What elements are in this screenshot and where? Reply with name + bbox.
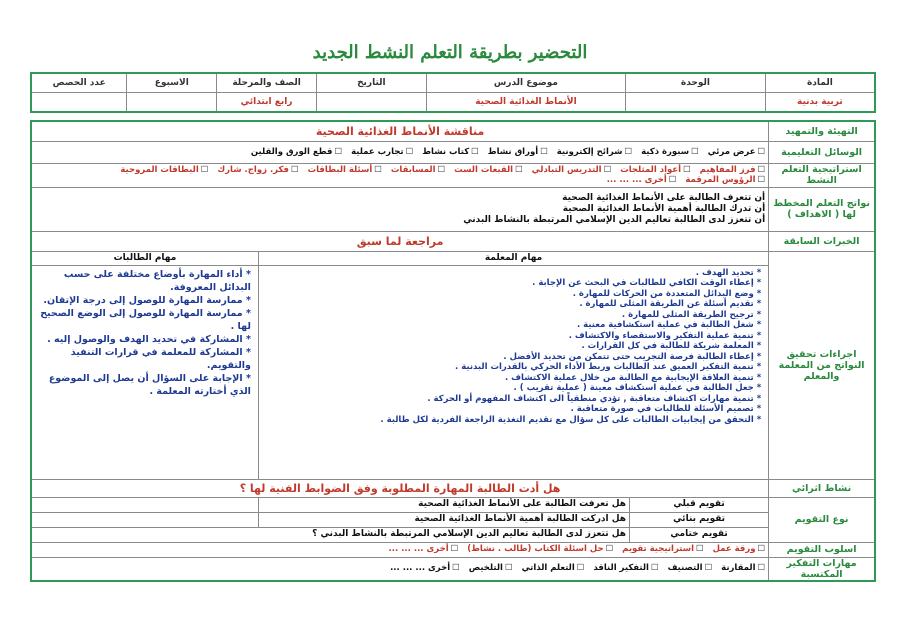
outcome-item: أن تتعرف الطالبة على الأنماط الغذائية الصحية [562,192,766,203]
strategy-item: ☐ المسابقات [391,165,445,175]
header-value-unit [626,93,766,113]
evaluation-label: نوع التقويم [769,497,875,542]
thinking-item: ☐ التفكير الناقد [593,563,658,573]
header-label-topic: موضوع الدرس [426,73,625,93]
eval-style-item: ☐ استراتيجية تقويم [622,544,703,554]
row-thinking [31,557,875,581]
teacher-task: * تنمية التفكير العميق عند الطالبات وربط الأداء الحركي بالقدرات البدنية . [455,362,762,372]
row-warmup [31,121,875,141]
strategy-item: ☐ أعواد المثلجات [620,165,691,175]
row-tools [31,141,875,163]
warmup-text: مناقشة الأنماط الغذائية الصحية [31,121,769,141]
tools-item: ☐ عرض مرئي [708,147,765,157]
eval-style-list [31,542,769,557]
teacher-task: * إعطاء الوقت الكافي للطالبات في البحث عن الإجابة . [532,278,762,288]
header-label-week: الاسبوع [127,73,217,93]
strategy-item: ☐ القبعات الست [454,165,523,175]
header-value-subject: تربية بدنية [765,93,875,113]
evaluation-type: تقويم قبلي [630,497,769,512]
row-activity [31,479,875,497]
teacher-task: * تنمية مهارات اكتشاف متعاقبة , تؤدي منطقياً الى اكتشاف المفهوم أو الحركة . [427,393,762,404]
student-task: * ممارسة المهارة للوصول إلى درجة الإتقان. [43,294,251,306]
student-task: * المشاركة للمعلمة في قرارات التنفيذ والتقويم. [70,346,251,371]
tools-list [31,141,769,163]
row-evaluation-3 [31,527,875,542]
procedures-label: اجراءات تحقيق النواتج من المعلمة والمعلم [769,251,875,479]
thinking-item: ☐ التصنيف [668,563,713,573]
prior-label: الخبرات السابقة [769,231,875,251]
thinking-item: ☐ التعلم الذاتي [522,563,585,573]
activity-label: نشاط اثرائي [769,479,875,497]
evaluation-blank [31,512,258,527]
teacher-task: * جعل الطالبة في عملية استكشاف معينة ( عملية تقريب ) . [513,383,762,393]
tools-item: ☐ شرائح إلكترونية [557,147,632,157]
header-value-periods [31,93,127,113]
student-tasks-head: مهام الطالبات [31,251,258,265]
teacher-task: * تصميم الأسئلة للطالبات في صورة متعاقبة . [570,404,762,414]
strategy-list [31,163,769,187]
evaluation-type: تقويم ختامي [630,527,769,542]
evaluation-type: تقويم بنائي [630,512,769,527]
outcome-item: أن تتعزز لدى الطالبة تعاليم الدين الإسلامي المرتبطة بالنشاط البدني [463,214,766,225]
header-label-grade: الصف والمرحلة [217,73,317,93]
strategy-item: ☐ البطاقات المروحية [120,165,208,175]
strategy-item: ☐ التدريس التبادلي [532,165,612,175]
strategy-label: استراتيجية التعلم النشط [769,163,875,187]
teacher-task: * تنمية العلاقة الإيجابية مع الطالبة من خلال عملية الاكتشاف . [504,372,762,383]
lesson-table [30,120,876,582]
row-evaluation-2 [31,512,875,527]
strategy-item: ☐ أخرى ... ... ... [607,175,677,185]
tools-label: الوسائل التعليمية [769,141,875,163]
teacher-tasks-head: مهام المعلمة [258,251,768,265]
strategy-item: ☐ الرؤوس المرقمة [685,175,765,185]
thinking-item: ☐ التلخيص [469,563,513,573]
teacher-task: * تقديم أسئلة عن الطريقة المثلى للمهارة . [579,299,762,309]
row-prior [31,231,875,251]
tools-item: ☐ تجارب عملية [351,147,413,157]
tools-item: ☐ قطع الورق والقلين [251,147,342,157]
evaluation-question: هل ادركت الطالبة أهمية الأنماط الغذائية الصحية [258,512,629,527]
strategy-item: ☐ فرز المفاهيم [700,165,765,175]
thinking-label: مهارات التفكير المكتسبة [769,557,875,581]
tools-item: ☐ أوراق نشاط [488,147,548,157]
strategy-item: ☐ أسئلة البطاقات [308,165,382,175]
prior-text: مراجعة لما سبق [31,231,769,251]
row-outcomes [31,187,875,231]
row-eval-style [31,542,875,557]
header-labels-row [31,73,875,93]
outcome-item: أن تدرك الطالبة أهمية الأنماط الغذائية الصحية [562,203,766,214]
row-procedures-heads [31,251,875,265]
header-label-periods: عدد الحصص [31,73,127,93]
teacher-task: * وضع البدائل المتعددة من الحركات للمهارة . [572,288,762,299]
warmup-label: التهيئة والتمهيد [769,121,875,141]
header-value-grade: رابع ابتدائي [217,93,317,113]
teacher-task: * تحديد الهدف . [695,267,762,278]
evaluation-blank [31,497,258,512]
teacher-task: * ترجيح الطريقة المثلى للمهارة . [621,309,762,320]
eval-style-item: ☐ أخرى ... ... ... [389,544,459,554]
tools-item: ☐ سبورة ذكية [641,147,699,157]
outcomes-list [31,187,769,231]
eval-style-label: اسلوب التقويم [769,542,875,557]
header-value-topic: الأنماط الغذائية الصحية [426,93,625,113]
evaluation-question: هل تتعزز لدى الطالبة تعاليم الدين الإسلامي المرتبطة بالنشاط البدني ؟ [31,527,630,542]
teacher-task: * شغل الطالبة في عملية استكشافية معنية . [576,320,762,330]
header-value-date [316,93,426,113]
row-evaluation-1 [31,497,875,512]
strategy-item: ☐ فكر. زواج. شارك [217,165,298,175]
header-table [30,72,876,113]
student-task: * الإجابة على السؤال أن يصل إلى الموضوع الذي أختارته المعلمة . [48,372,251,397]
teacher-task: * تنمية عملية التفكير والاستقصاء والاكتشاف . [568,330,762,341]
student-task: * ممارسة المهارة للوصول إلى الوضع الصحيح لها . [40,307,251,332]
thinking-list [31,557,769,581]
page-title: التحضير بطريقة التعلم النشط الجديد [312,42,588,63]
header-values-row [31,93,875,113]
tools-item: ☐ كتاب نشاط [422,147,479,157]
header-label-unit: الوحدة [626,73,766,93]
teacher-task: * إعطاء الطالبة فرصة التجريب حتى تتمكن من تحديد الأفضل . [503,351,762,362]
activity-text: هل أدت الطالبة المهارة المطلوبة وفق الضوابط الفنية لها ؟ [31,479,769,497]
header-label-subject: المادة [765,73,875,93]
eval-style-item: ☐ حل اسئلة الكتاب (طالب . نشاط) [467,544,613,554]
student-tasks [31,265,258,479]
outcomes-label: نواتج التعلم المخطط لها ( الاهداف ) [769,187,875,231]
student-task: * أداء المهارة بأوضاع مختلفة على حسب البدائل المعروفة. [63,268,251,293]
thinking-item: ☐ المقارنة [721,563,765,573]
thinking-item: ☐ أخرى ... ... ... [390,563,460,573]
row-strategy [31,163,875,187]
teacher-tasks [258,265,768,479]
evaluation-question: هل تعرفت الطالبة على الأنماط الغذائية الصحية [258,497,629,512]
row-procedures [31,265,875,479]
header-label-date: التاريخ [316,73,426,93]
header-value-week [127,93,217,113]
eval-style-item: ☐ ورقة عمل [713,544,766,554]
teacher-task: * التحقق من إيجابيات الطالبات على كل سؤال مع تقديم التغذية الراجعة الفردية لكل طالبة . [380,414,762,425]
student-task: * المشاركة في تحديد الهدف والوصول إليه . [47,333,251,345]
teacher-task: * المعلمة شريكة للطالبة في كل القرارات . [581,341,762,351]
